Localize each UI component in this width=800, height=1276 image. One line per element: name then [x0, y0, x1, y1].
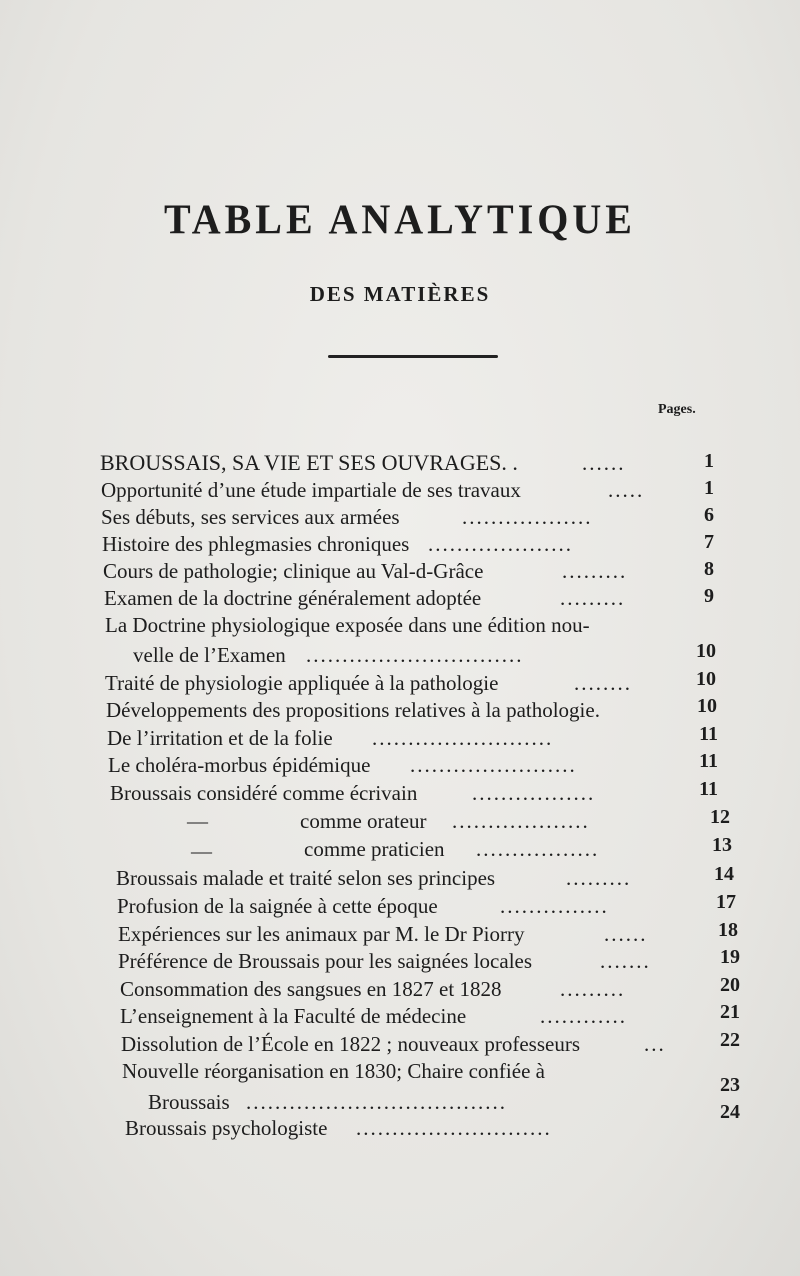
dot-leader: ......................... — [372, 726, 554, 750]
toc-entry-text: Broussais considéré comme écrivain — [110, 781, 418, 805]
dot-leader: ............... — [500, 894, 609, 918]
dot-leader: ................... — [452, 809, 590, 833]
toc-entry-page: 7 — [704, 531, 714, 553]
toc-entry-text: Développements des propositions relatives à la pathologie. — [106, 698, 600, 722]
toc-entry-page: 11 — [699, 778, 718, 800]
toc-entry-text: Broussais — [148, 1090, 230, 1114]
toc-entry-page: 9 — [704, 585, 714, 607]
toc-entry-text: Préférence de Broussais pour les saignées locales — [118, 949, 533, 973]
dot-leader: ................. — [472, 781, 596, 805]
toc-entry-text: comme praticien — [304, 837, 445, 861]
toc-entry-text: Profusion de la saignée à cette époque — [117, 894, 438, 918]
toc-entry-text: velle de l’Examen — [133, 643, 286, 667]
toc-entry-page: 22 — [720, 1029, 740, 1051]
dot-leader: ..... — [608, 478, 645, 502]
toc-entry-text: L’enseignement à la Faculté de médecine — [120, 1004, 467, 1028]
toc-entry-page: 11 — [699, 750, 718, 772]
ditto-dash: — — [187, 809, 208, 833]
toc-entry-page: 24 — [720, 1101, 740, 1123]
toc-entry-text: Histoire des phlegmasies chroniques — [102, 532, 410, 556]
toc-entry-page: 12 — [710, 806, 730, 828]
toc-entry-page: 23 — [720, 1074, 740, 1096]
dot-leader: ........ — [574, 671, 632, 695]
toc-entry-text: Ses débuts, ses services aux armées — [101, 505, 400, 529]
toc-entry-page: 11 — [699, 723, 718, 745]
dot-leader: ......... — [562, 559, 628, 583]
dot-leader: ............ — [540, 1004, 627, 1028]
toc-entry-page: 18 — [718, 919, 738, 941]
pages-column-heading: Pages. — [658, 402, 696, 417]
dot-leader: ... — [644, 1032, 666, 1056]
dot-leader: ...... — [604, 922, 648, 946]
dot-leader: ................. — [476, 837, 600, 861]
toc-entry-text: comme orateur — [300, 809, 427, 833]
toc-entry-page: 10 — [697, 695, 717, 717]
toc-entry-text: Nouvelle réorganisation en 1830; Chaire confiée à — [122, 1059, 545, 1083]
dot-leader: .............................. — [306, 643, 524, 667]
dot-leader: ......... — [566, 866, 632, 890]
toc-entry-text: Dissolution de l’École en 1822 ; nouveaux professeurs — [121, 1032, 580, 1056]
toc-entry-page: 8 — [704, 558, 714, 580]
toc-entry-page: 6 — [704, 504, 714, 526]
dot-leader: .................. — [462, 505, 593, 529]
dot-leader: ......... — [560, 977, 626, 1001]
toc-entry-page: 17 — [716, 891, 736, 913]
toc-entry-text: Le choléra-morbus épidémique — [108, 753, 371, 777]
toc-entry-page: 1 — [704, 477, 714, 499]
toc-entry-page: 14 — [714, 863, 734, 885]
dot-leader: ........................... — [356, 1116, 552, 1140]
page-subtitle: DES MATIÈRES — [309, 282, 491, 306]
toc-entry-page: 1 — [704, 450, 714, 472]
toc-entry-text: Consommation des sangsues en 1827 et 1828 — [120, 977, 502, 1001]
toc-entry-text: BROUSSAIS, SA VIE ET SES OUVRAGES. . — [100, 450, 518, 475]
toc-entry-text: Traité de physiologie appliquée à la pathologie — [105, 671, 499, 695]
dot-leader: .................................... — [246, 1090, 507, 1114]
dot-leader: ....... — [600, 949, 651, 973]
toc-entry-text: Opportunité d’une étude impartiale de ses travaux — [101, 478, 521, 502]
toc-entry-text: Expériences sur les animaux par M. le Dr Piorry — [118, 922, 525, 946]
dot-leader: ...... — [582, 451, 626, 475]
dot-leader: ......... — [560, 586, 626, 610]
toc-entry-page: 19 — [720, 946, 740, 968]
ditto-dash: — — [191, 839, 212, 863]
toc-entry-page: 13 — [712, 834, 732, 856]
toc-entry-text: Examen de la doctrine généralement adoptée — [104, 586, 482, 610]
title-rule — [328, 355, 498, 358]
toc-entry-page: 21 — [720, 1001, 740, 1023]
toc-entry-page: 10 — [696, 640, 716, 662]
toc-entry-text: La Doctrine physiologique exposée dans une édition nou- — [105, 613, 590, 637]
toc-entry-text: Cours de pathologie; clinique au Val-d-Grâce — [103, 559, 484, 583]
dot-leader: .................... — [428, 532, 573, 556]
toc-entry-text: Broussais malade et traité selon ses principes — [116, 866, 496, 890]
dot-leader: ....................... — [410, 753, 577, 777]
toc-entry-page: 20 — [720, 974, 740, 996]
toc-entry-text: Broussais psychologiste — [125, 1116, 328, 1140]
toc-entry-page: 10 — [696, 668, 716, 690]
toc-entry-text: De l’irritation et de la folie — [107, 726, 333, 750]
page-title: TABLE ANALYTIQUE — [164, 195, 636, 244]
